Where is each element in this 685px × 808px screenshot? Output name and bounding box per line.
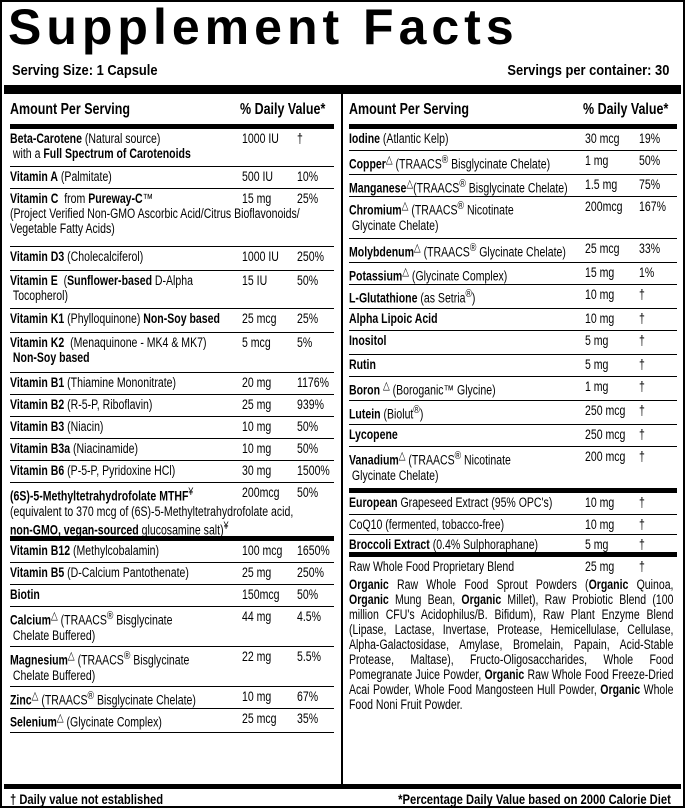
proprietary-blend (349, 557, 677, 739)
nutrient-name: Zinc△ (TRAACS® Bisglycinate Chelate) (10, 690, 196, 708)
nutrient-row (349, 515, 677, 535)
nutrient-amount: 25 mg (242, 565, 272, 580)
nutrient-amount: 250 mcg (585, 427, 626, 442)
nutrient-amount: 1 mg (585, 153, 609, 168)
nutrient-row (10, 309, 334, 333)
nutrient-daily-value: 5.5% (297, 649, 322, 664)
nutrient-name: Vitamin B3a (Niacinamide) (10, 441, 138, 456)
bottom-rule (4, 784, 681, 789)
nutrient-row (10, 333, 334, 373)
nutrient-amount: 25 mcg (242, 311, 277, 326)
nutrient-amount: 5 mg (585, 333, 609, 348)
nutrient-daily-value: † (639, 333, 645, 348)
nutrient-daily-value: 1% (639, 265, 655, 280)
top-rule (4, 85, 681, 94)
nutrient-row (10, 709, 334, 733)
nutrient-name: Magnesium△ (TRAACS® Bisglycinate Chelate Buffered) (10, 650, 190, 683)
nutrient-row (349, 493, 677, 515)
nutrient-name: Vitamin C from Pureway-C™ (Project Verified Non-GMO Ascorbic Acid/Citrus Bioflavonoids/ Vegetable Fatty Acids) (10, 191, 300, 236)
nutrient-row (349, 425, 677, 447)
nutrient-name: Boron △ (Boroganic™ Glycine) (349, 380, 496, 398)
nutrient-daily-value: † (639, 427, 645, 442)
nutrient-row (10, 271, 334, 309)
nutrient-amount: 20 mg (242, 375, 272, 390)
nutrient-daily-value: 167% (639, 199, 666, 214)
nutrient-daily-value: 35% (297, 711, 319, 726)
nutrient-amount: 150mcg (242, 587, 280, 602)
nutrient-amount: 25 mcg (242, 711, 277, 726)
nutrient-daily-value: † (639, 449, 645, 464)
nutrient-name: Vitamin E (Sunflower-based D-Alpha Tocopherol) (10, 273, 193, 303)
nutrient-name: Vitamin A (Palmitate) (10, 169, 112, 184)
nutrient-amount: 200mcg (242, 485, 280, 500)
servings-per-container: Servings per container: 30 (506, 62, 669, 79)
nutrient-row (349, 263, 677, 285)
nutrient-daily-value: † (639, 287, 645, 302)
nutrient-amount: 100 mcg (242, 543, 283, 558)
nutrient-row (349, 239, 677, 263)
nutrient-name: Vitamin B6 (P-5-P, Pyridoxine HCl) (10, 463, 176, 478)
nutrient-row (349, 331, 677, 355)
header-amount-per-serving: Amount Per Serving (349, 101, 469, 118)
nutrient-row (10, 563, 334, 585)
nutrient-amount: 10 mg (242, 689, 272, 704)
blend-daily-value: † (639, 559, 645, 574)
nutrient-name: Vitamin B3 (Niacin) (10, 419, 104, 434)
nutrient-amount: 15 IU (242, 273, 268, 288)
nutrient-amount: 200mcg (585, 199, 623, 214)
footnote-daily-value: *Percentage Daily Value based on 2000 Calorie Diet (398, 791, 671, 807)
nutrient-amount: 1000 IU (242, 249, 279, 264)
nutrient-daily-value: 25% (297, 311, 319, 326)
nutrient-row (349, 447, 677, 493)
nutrient-daily-value: 50% (297, 273, 319, 288)
nutrient-daily-value: † (639, 517, 645, 532)
nutrient-daily-value: 67% (297, 689, 319, 704)
nutrient-name: Vitamin B5 (D-Calcium Pantothenate) (10, 565, 189, 580)
nutrient-amount: 25 mcg (585, 241, 620, 256)
nutrient-name: Chromium△ (TRAACS® Nicotinate Glycinate Chelate) (349, 200, 514, 233)
nutrient-daily-value: † (639, 495, 645, 510)
blend-description-text: Organic Raw Whole Food Sprout Powders (Organic Quinoa, Organic Mung Bean, Organic Millet), Raw Probiotic Blend (100 million CFU's Acidophilus/B. Bifidum), Raw Plant Enzyme Blend (Lipase, Lactase, Invertase, Protease, Hemicellulase, Cellulase, Alpha-Galactosidase, Amylase, Bromelain, Papain, Acid-Stable Protease, Maltase), Fructo-Oligosaccharides, Whole Food Pomegranate Juice Powder, Organic Raw Whole Food Freeze-Dried Acai Powder, Whole Food Mangosteen Hull Powder, Organic Whole Food Noni Fruit Powder. (349, 577, 674, 712)
nutrient-daily-value: 939% (297, 397, 324, 412)
nutrient-row (10, 607, 334, 647)
nutrient-row (349, 151, 677, 175)
nutrient-row (10, 189, 334, 247)
nutrient-daily-value: † (639, 537, 645, 552)
nutrient-daily-value: † (297, 131, 303, 146)
nutrient-daily-value: 50% (297, 485, 319, 500)
nutrient-row (10, 647, 334, 687)
footnote-dagger: † Daily value not established (10, 791, 164, 807)
nutrient-amount: 15 mg (242, 191, 272, 206)
nutrient-name: (6S)-5-Methyltetrahydrofolate MTHF¥ (equivalent to 370 mcg of (6S)-5-Methyltetrahydrofolate acid, non-GMO, vegan-sourced glucosamine salt)¥ (10, 486, 294, 537)
blend-name: Raw Whole Food Proprietary Blend (349, 559, 515, 574)
nutrient-row (10, 167, 334, 189)
panel-title: Supplement Facts (8, 0, 519, 55)
nutrient-name: European Grapeseed Extract (95% OPC's) (349, 495, 553, 510)
nutrient-row (10, 373, 334, 395)
nutrient-name: Broccoli Extract (0.4% Sulphoraphane) (349, 537, 539, 552)
left-header (10, 94, 334, 129)
nutrient-row (349, 355, 677, 377)
nutrient-daily-value: 250% (297, 249, 324, 264)
nutrient-daily-value: † (639, 379, 645, 394)
nutrient-daily-value: 50% (297, 441, 319, 456)
serving-size: Serving Size: 1 Capsule (12, 62, 158, 79)
nutrient-row (349, 285, 677, 309)
nutrient-amount: 1000 IU (242, 131, 279, 146)
nutrient-row (10, 247, 334, 271)
nutrient-amount: 10 mg (242, 419, 272, 434)
nutrient-amount: 15 mg (585, 265, 615, 280)
nutrient-row (349, 401, 677, 425)
right-header (349, 94, 677, 129)
header-daily-value: % Daily Value* (583, 101, 669, 118)
nutrient-amount: 500 IU (242, 169, 274, 184)
left-rows (10, 129, 334, 733)
nutrient-name: Calcium△ (TRAACS® Bisglycinate Chelate Buffered) (10, 610, 173, 643)
right-rows (349, 129, 677, 557)
nutrient-name: Inositol (349, 333, 387, 348)
nutrient-daily-value: † (639, 311, 645, 326)
nutrient-name: Lycopene (349, 427, 398, 442)
column-divider (341, 94, 343, 784)
nutrient-row (10, 439, 334, 461)
nutrient-daily-value: 50% (297, 587, 319, 602)
nutrient-daily-value: 19% (639, 131, 661, 146)
nutrient-name: Lutein (Biolut®) (349, 404, 424, 422)
nutrient-daily-value: 10% (297, 169, 319, 184)
nutrient-row (10, 483, 334, 541)
header-daily-value: % Daily Value* (240, 101, 326, 118)
nutrient-name: Vitamin K2 (Menaquinone - MK4 & MK7) Non-Soy based (10, 335, 207, 365)
nutrient-name: L-Glutathione (as Setria®) (349, 288, 476, 306)
nutrient-name: Iodine (Atlantic Kelp) (349, 131, 449, 146)
nutrient-daily-value: 50% (297, 419, 319, 434)
nutrient-row (349, 309, 677, 331)
left-column (10, 94, 334, 733)
nutrient-daily-value: 4.5% (297, 609, 322, 624)
nutrient-row (349, 535, 677, 557)
nutrient-row (349, 175, 677, 197)
nutrient-name: Rutin (349, 357, 376, 372)
nutrient-daily-value: 250% (297, 565, 324, 580)
nutrient-amount: 10 mg (585, 311, 615, 326)
nutrient-amount: 10 mg (585, 287, 615, 302)
nutrient-row (10, 585, 334, 607)
nutrient-daily-value: 33% (639, 241, 661, 256)
nutrient-amount: 250 mcg (585, 403, 626, 418)
nutrient-amount: 22 mg (242, 649, 272, 664)
nutrient-name: Manganese△(TRAACS® Bisglycinate Chelate) (349, 178, 568, 196)
nutrient-daily-value: 75% (639, 177, 661, 192)
blend-description (349, 577, 674, 712)
nutrient-name: Selenium△ (Glycinate Complex) (10, 712, 162, 730)
nutrient-name: Alpha Lipoic Acid (349, 311, 438, 326)
nutrient-amount: 10 mg (242, 441, 272, 456)
nutrient-amount: 5 mg (585, 537, 609, 552)
nutrient-amount: 1.5 mg (585, 177, 618, 192)
nutrient-daily-value: † (639, 357, 645, 372)
nutrient-name: Vitamin D3 (Cholecalciferol) (10, 249, 144, 264)
nutrient-name: Vitamin B1 (Thiamine Mononitrate) (10, 375, 177, 390)
nutrient-amount: 5 mcg (242, 335, 271, 350)
nutrient-name: Vitamin B2 (R-5-P, Riboflavin) (10, 397, 153, 412)
nutrient-amount: 1 mg (585, 379, 609, 394)
nutrient-daily-value: 1500% (297, 463, 330, 478)
nutrient-amount: 10 mg (585, 495, 615, 510)
nutrient-amount: 10 mg (585, 517, 615, 532)
nutrient-row (10, 395, 334, 417)
nutrient-daily-value: 5% (297, 335, 313, 350)
nutrient-row (349, 197, 677, 239)
nutrient-row (10, 541, 334, 563)
nutrient-amount: 30 mg (242, 463, 272, 478)
right-column (349, 94, 677, 739)
nutrient-name: CoQ10 (fermented, tobacco-free) (349, 517, 505, 532)
nutrient-daily-value: 50% (639, 153, 661, 168)
nutrient-name: Molybdenum△ (TRAACS® Glycinate Chelate) (349, 242, 566, 260)
nutrient-amount: 25 mg (242, 397, 272, 412)
nutrient-row (349, 129, 677, 151)
nutrient-name: Vanadium△ (TRAACS® Nicotinate Glycinate Chelate) (349, 450, 511, 483)
nutrient-row (10, 417, 334, 439)
nutrient-amount: 200 mcg (585, 449, 626, 464)
header-amount-per-serving: Amount Per Serving (10, 101, 130, 118)
nutrient-name: Potassium△ (Glycinate Complex) (349, 266, 508, 284)
nutrient-amount: 44 mg (242, 609, 272, 624)
nutrient-daily-value: 1650% (297, 543, 330, 558)
nutrient-row (10, 687, 334, 709)
nutrient-amount: 5 mg (585, 357, 609, 372)
blend-amount: 25 mg (585, 559, 615, 574)
nutrient-amount: 30 mcg (585, 131, 620, 146)
nutrient-daily-value: † (639, 403, 645, 418)
nutrient-name: Vitamin K1 (Phylloquinone) Non-Soy based (10, 311, 220, 326)
nutrient-row (349, 377, 677, 401)
nutrient-name: Vitamin B12 (Methylcobalamin) (10, 543, 160, 558)
nutrient-name: Beta-Carotene (Natural source) with a Full Spectrum of Carotenoids (10, 131, 191, 161)
nutrient-daily-value: 25% (297, 191, 319, 206)
nutrient-row (10, 461, 334, 483)
nutrient-name: Copper△ (TRAACS® Bisglycinate Chelate) (349, 154, 551, 172)
nutrient-row (10, 129, 334, 167)
nutrient-daily-value: 1176% (297, 375, 330, 390)
nutrient-name: Biotin (10, 587, 40, 602)
